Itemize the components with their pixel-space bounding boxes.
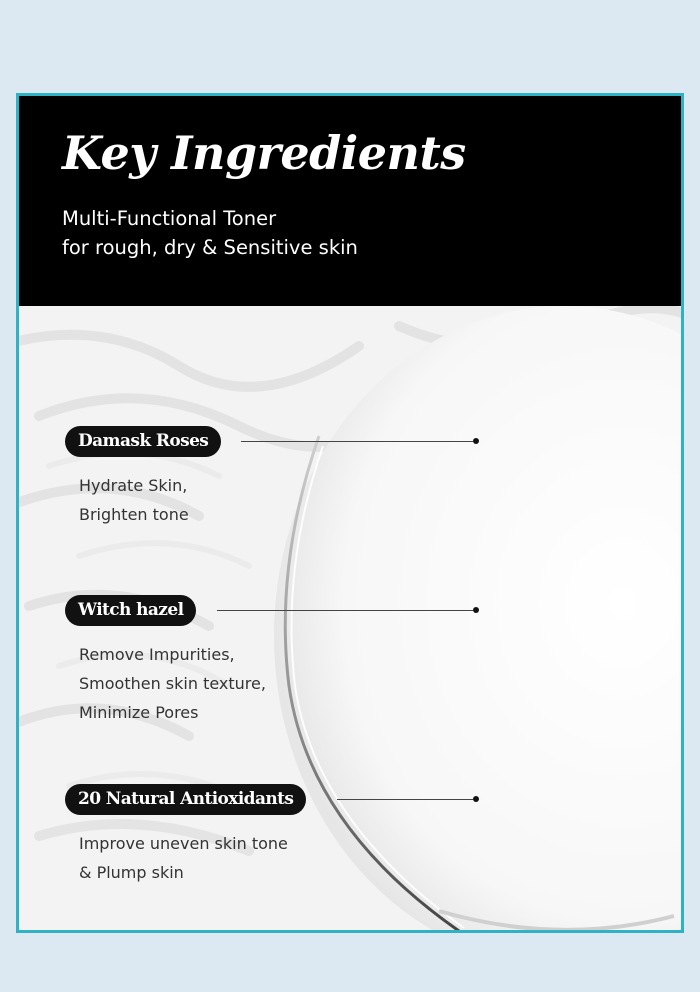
benefit-line: Improve uneven skin tone — [79, 834, 288, 853]
connector-line — [241, 441, 473, 442]
benefit-line: Minimize Pores — [79, 703, 199, 722]
connector-line — [217, 610, 473, 611]
connector-dot — [473, 438, 479, 444]
benefit-line: Brighten tone — [79, 505, 189, 524]
benefit-line: Hydrate Skin, — [79, 476, 188, 495]
page-title: Key Ingredients — [62, 126, 466, 180]
ingredient-benefits — [79, 829, 288, 887]
benefit-line: Remove Impurities, — [79, 645, 235, 664]
benefit-line: Smoothen skin texture, — [79, 674, 266, 693]
benefit-line: & Plump skin — [79, 863, 184, 882]
subtitle-line-2: for rough, dry & Sensitive skin — [62, 236, 358, 259]
subtitle-line-1: Multi-Functional Toner — [62, 207, 277, 230]
ingredient-name-pill: Damask Roses — [65, 426, 221, 457]
ingredient-name-pill: Witch hazel — [65, 595, 196, 626]
ingredients-card — [16, 93, 684, 933]
ingredient-benefits — [79, 640, 266, 727]
connector-dot — [473, 607, 479, 613]
page-subtitle — [62, 204, 358, 262]
connector-line — [337, 799, 473, 800]
ingredient-benefits — [79, 471, 189, 529]
connector-dot — [473, 796, 479, 802]
ingredient-name-pill: 20 Natural Antioxidants — [65, 784, 306, 815]
header-banner — [19, 96, 681, 306]
